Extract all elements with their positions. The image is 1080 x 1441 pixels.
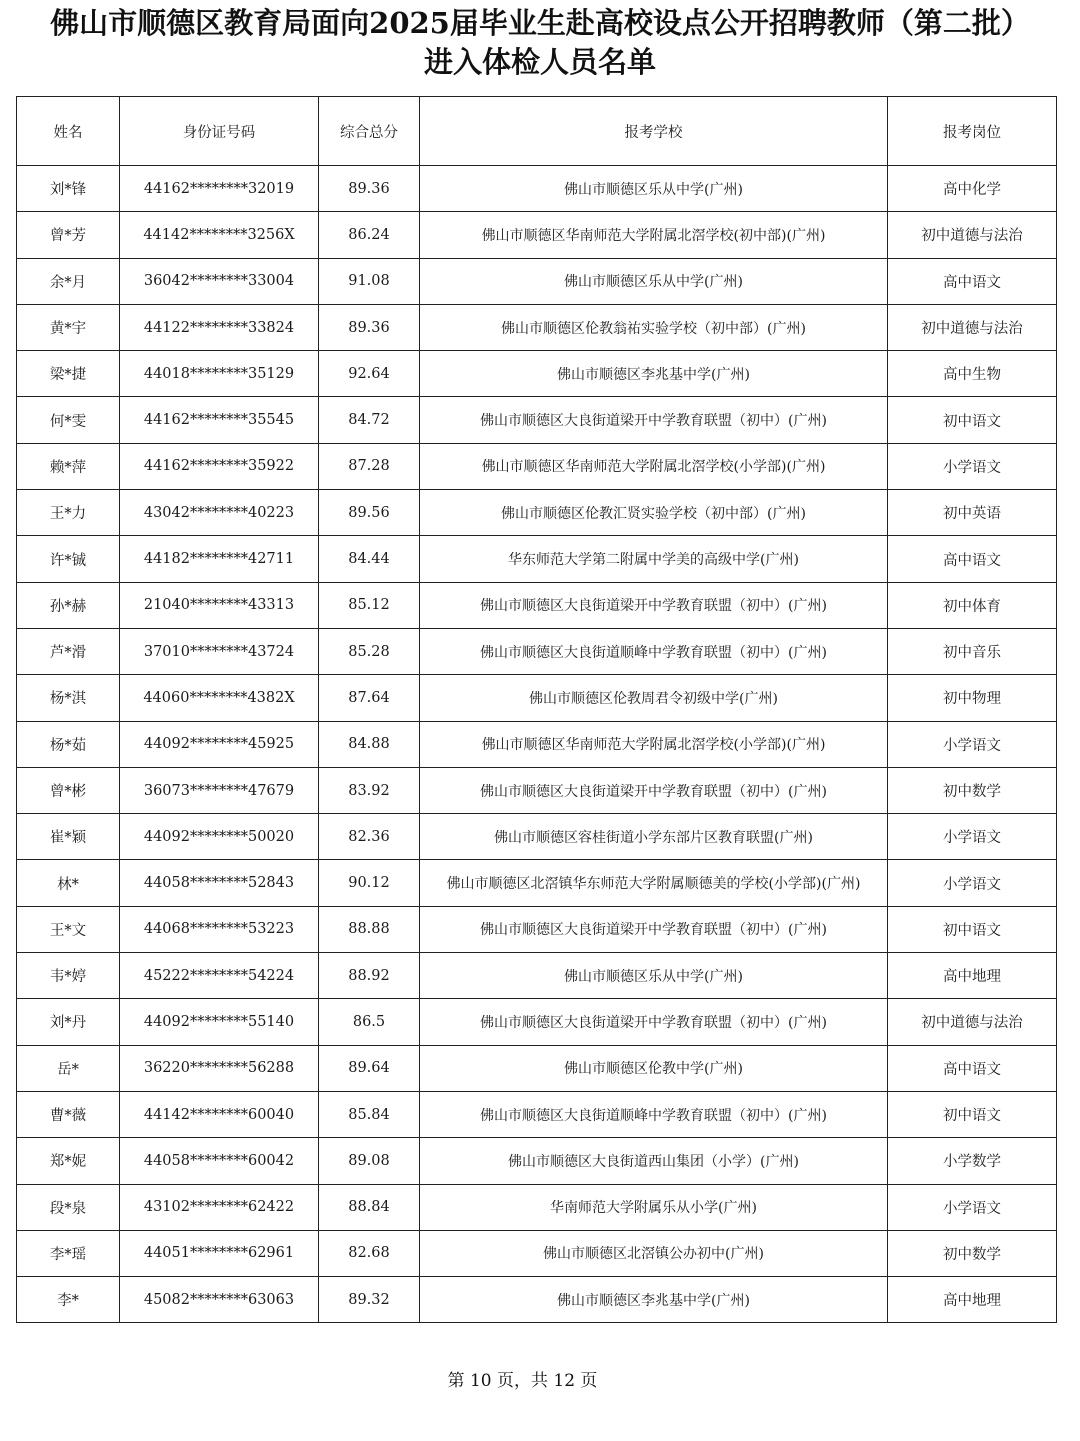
cell-school: 佛山市顺德区北滘镇华东师范大学附属顺德美的学校(小学部)(广州) (420, 860, 888, 906)
cell-name: 芦*滑 (17, 628, 120, 674)
table-row (17, 490, 1057, 536)
cell-name: 王*文 (17, 906, 120, 952)
cell-id-number: 44051********62961 (120, 1230, 319, 1276)
cell-school: 佛山市顺德区伦教中学(广州) (420, 1045, 888, 1091)
cell-position: 初中数学 (888, 1230, 1057, 1276)
cell-name: 王*力 (17, 490, 120, 536)
cell-name: 曹*薇 (17, 1091, 120, 1137)
cell-name: 梁*捷 (17, 351, 120, 397)
cell-name: 刘*锋 (17, 166, 120, 212)
cell-position: 高中生物 (888, 351, 1057, 397)
cell-total-score: 86.5 (319, 999, 420, 1045)
table-row (17, 999, 1057, 1045)
cell-name: 何*雯 (17, 397, 120, 443)
cell-id-number: 44122********33824 (120, 304, 319, 350)
cell-school: 佛山市顺德区华南师范大学附属北滘学校(小学部)(广州) (420, 443, 888, 489)
cell-id-number: 44162********35545 (120, 397, 319, 443)
table-row (17, 212, 1057, 258)
cell-position: 高中化学 (888, 166, 1057, 212)
cell-id-number: 44182********42711 (120, 536, 319, 582)
cell-position: 初中语文 (888, 906, 1057, 952)
cell-total-score: 88.84 (319, 1184, 420, 1230)
cell-position: 高中语文 (888, 536, 1057, 582)
table-row (17, 1184, 1057, 1230)
page-number: 第 10 页，共 12 页 (447, 1371, 598, 1391)
table-row (17, 814, 1057, 860)
cell-id-number: 36073********47679 (120, 767, 319, 813)
cell-school: 佛山市顺德区大良街道梁开中学教育联盟（初中）(广州) (420, 906, 888, 952)
cell-total-score: 85.12 (319, 582, 420, 628)
cell-school: 佛山市顺德区大良街道梁开中学教育联盟（初中）(广州) (420, 999, 888, 1045)
cell-total-score: 91.08 (319, 258, 420, 304)
cell-position: 小学语文 (888, 814, 1057, 860)
cell-school: 佛山市顺德区伦教翁祐实验学校（初中部）(广州) (420, 304, 888, 350)
title-line-1: 佛山市顺德区教育局面向2025届毕业生赴高校设点公开招聘教师（第二批） (50, 6, 1030, 40)
cell-id-number: 44018********35129 (120, 351, 319, 397)
cell-total-score: 89.36 (319, 304, 420, 350)
cell-id-number: 36042********33004 (120, 258, 319, 304)
cell-total-score: 87.28 (319, 443, 420, 489)
cell-school: 佛山市顺德区大良街道梁开中学教育联盟（初中）(广州) (420, 767, 888, 813)
cell-id-number: 43102********62422 (120, 1184, 319, 1230)
cell-name: 许*铖 (17, 536, 120, 582)
cell-school: 佛山市顺德区华南师范大学附属北滘学校(初中部)(广州) (420, 212, 888, 258)
column-header-position: 报考岗位 (888, 97, 1057, 166)
cell-position: 初中英语 (888, 490, 1057, 536)
cell-name: 曾*芳 (17, 212, 120, 258)
table-row (17, 1138, 1057, 1184)
cell-id-number: 37010********43724 (120, 628, 319, 674)
cell-id-number: 44142********60040 (120, 1091, 319, 1137)
cell-name: 曾*彬 (17, 767, 120, 813)
cell-name: 岳* (17, 1045, 120, 1091)
cell-id-number: 36220********56288 (120, 1045, 319, 1091)
table-row (17, 675, 1057, 721)
cell-position: 高中语文 (888, 1045, 1057, 1091)
cell-position: 小学语文 (888, 1184, 1057, 1230)
table-row (17, 397, 1057, 443)
cell-name: 韦*婷 (17, 953, 120, 999)
table-row (17, 443, 1057, 489)
document-title (0, 4, 1080, 82)
cell-name: 段*泉 (17, 1184, 120, 1230)
cell-school: 佛山市顺德区李兆基中学(广州) (420, 351, 888, 397)
column-header-total-score: 综合总分 (319, 97, 420, 166)
cell-school: 佛山市顺德区伦教周君令初级中学(广州) (420, 675, 888, 721)
cell-position: 初中音乐 (888, 628, 1057, 674)
cell-school: 佛山市顺德区大良街道顺峰中学教育联盟（初中）(广州) (420, 1091, 888, 1137)
cell-name: 黄*宇 (17, 304, 120, 350)
cell-name: 赖*萍 (17, 443, 120, 489)
column-header-school: 报考学校 (420, 97, 888, 166)
cell-id-number: 45222********54224 (120, 953, 319, 999)
cell-school: 佛山市顺德区乐从中学(广州) (420, 258, 888, 304)
cell-name: 郑*妮 (17, 1138, 120, 1184)
column-header-name: 姓名 (17, 97, 120, 166)
cell-school: 佛山市顺德区乐从中学(广州) (420, 166, 888, 212)
cell-school: 佛山市顺德区乐从中学(广州) (420, 953, 888, 999)
cell-name: 李* (17, 1277, 120, 1323)
table-row (17, 536, 1057, 582)
table-row (17, 351, 1057, 397)
cell-id-number: 44092********55140 (120, 999, 319, 1045)
cell-id-number: 44068********53223 (120, 906, 319, 952)
cell-total-score: 92.64 (319, 351, 420, 397)
cell-position: 小学语文 (888, 721, 1057, 767)
cell-id-number: 44142********3256X (120, 212, 319, 258)
cell-total-score: 89.56 (319, 490, 420, 536)
cell-id-number: 44058********52843 (120, 860, 319, 906)
cell-total-score: 84.88 (319, 721, 420, 767)
cell-school: 佛山市顺德区容桂街道小学东部片区教育联盟(广州) (420, 814, 888, 860)
cell-total-score: 89.64 (319, 1045, 420, 1091)
table-row (17, 721, 1057, 767)
cell-id-number: 44092********45925 (120, 721, 319, 767)
table-row (17, 166, 1057, 212)
cell-name: 崔*颖 (17, 814, 120, 860)
candidate-table (16, 96, 1057, 1323)
cell-school: 华东师范大学第二附属中学美的高级中学(广州) (420, 536, 888, 582)
cell-school: 佛山市顺德区大良街道顺峰中学教育联盟（初中）(广州) (420, 628, 888, 674)
table-row (17, 953, 1057, 999)
cell-id-number: 44162********32019 (120, 166, 319, 212)
cell-total-score: 83.92 (319, 767, 420, 813)
cell-name: 林* (17, 860, 120, 906)
table-row (17, 1277, 1057, 1323)
cell-total-score: 86.24 (319, 212, 420, 258)
cell-school: 华南师范大学附属乐从小学(广州) (420, 1184, 888, 1230)
cell-total-score: 87.64 (319, 675, 420, 721)
cell-position: 初中道德与法治 (888, 999, 1057, 1045)
table-header-row (17, 97, 1057, 166)
cell-name: 杨*茹 (17, 721, 120, 767)
table-body (17, 166, 1057, 1323)
cell-id-number: 44060********4382X (120, 675, 319, 721)
cell-school: 佛山市顺德区大良街道梁开中学教育联盟（初中）(广州) (420, 582, 888, 628)
cell-total-score: 89.32 (319, 1277, 420, 1323)
cell-id-number: 44162********35922 (120, 443, 319, 489)
table-row (17, 860, 1057, 906)
cell-position: 初中体育 (888, 582, 1057, 628)
cell-school: 佛山市顺德区华南师范大学附属北滘学校(小学部)(广州) (420, 721, 888, 767)
title-line-2: 进入体检人员名单 (423, 45, 656, 79)
cell-position: 小学语文 (888, 860, 1057, 906)
cell-position: 高中地理 (888, 953, 1057, 999)
cell-total-score: 85.28 (319, 628, 420, 674)
cell-school: 佛山市顺德区伦教汇贤实验学校（初中部）(广州) (420, 490, 888, 536)
table-row (17, 906, 1057, 952)
cell-position: 小学语文 (888, 443, 1057, 489)
cell-position: 小学数学 (888, 1138, 1057, 1184)
cell-school: 佛山市顺德区北滘镇公办初中(广州) (420, 1230, 888, 1276)
cell-position: 初中道德与法治 (888, 212, 1057, 258)
cell-total-score: 89.36 (319, 166, 420, 212)
cell-position: 初中数学 (888, 767, 1057, 813)
cell-total-score: 85.84 (319, 1091, 420, 1137)
cell-name: 李*瑶 (17, 1230, 120, 1276)
cell-position: 初中物理 (888, 675, 1057, 721)
table-row (17, 582, 1057, 628)
cell-total-score: 90.12 (319, 860, 420, 906)
table-row (17, 258, 1057, 304)
cell-name: 余*月 (17, 258, 120, 304)
cell-name: 孙*赫 (17, 582, 120, 628)
cell-total-score: 88.88 (319, 906, 420, 952)
cell-position: 高中地理 (888, 1277, 1057, 1323)
cell-total-score: 82.36 (319, 814, 420, 860)
table-row (17, 767, 1057, 813)
cell-total-score: 84.72 (319, 397, 420, 443)
cell-id-number: 44058********60042 (120, 1138, 319, 1184)
cell-school: 佛山市顺德区大良街道梁开中学教育联盟（初中）(广州) (420, 397, 888, 443)
cell-total-score: 89.08 (319, 1138, 420, 1184)
cell-id-number: 44092********50020 (120, 814, 319, 860)
cell-name: 刘*丹 (17, 999, 120, 1045)
cell-school: 佛山市顺德区大良街道西山集团（小学）(广州) (420, 1138, 888, 1184)
column-header-id-number: 身份证号码 (120, 97, 319, 166)
table-row (17, 304, 1057, 350)
table-row (17, 1045, 1057, 1091)
cell-total-score: 88.92 (319, 953, 420, 999)
cell-position: 初中语文 (888, 1091, 1057, 1137)
cell-school: 佛山市顺德区李兆基中学(广州) (420, 1277, 888, 1323)
cell-name: 杨*淇 (17, 675, 120, 721)
cell-position: 初中道德与法治 (888, 304, 1057, 350)
table-row (17, 1230, 1057, 1276)
cell-total-score: 84.44 (319, 536, 420, 582)
table-row (17, 1091, 1057, 1137)
table-row (17, 628, 1057, 674)
cell-position: 初中语文 (888, 397, 1057, 443)
cell-total-score: 82.68 (319, 1230, 420, 1276)
cell-id-number: 21040********43313 (120, 582, 319, 628)
cell-id-number: 43042********40223 (120, 490, 319, 536)
cell-position: 高中语文 (888, 258, 1057, 304)
cell-id-number: 45082********63063 (120, 1277, 319, 1323)
